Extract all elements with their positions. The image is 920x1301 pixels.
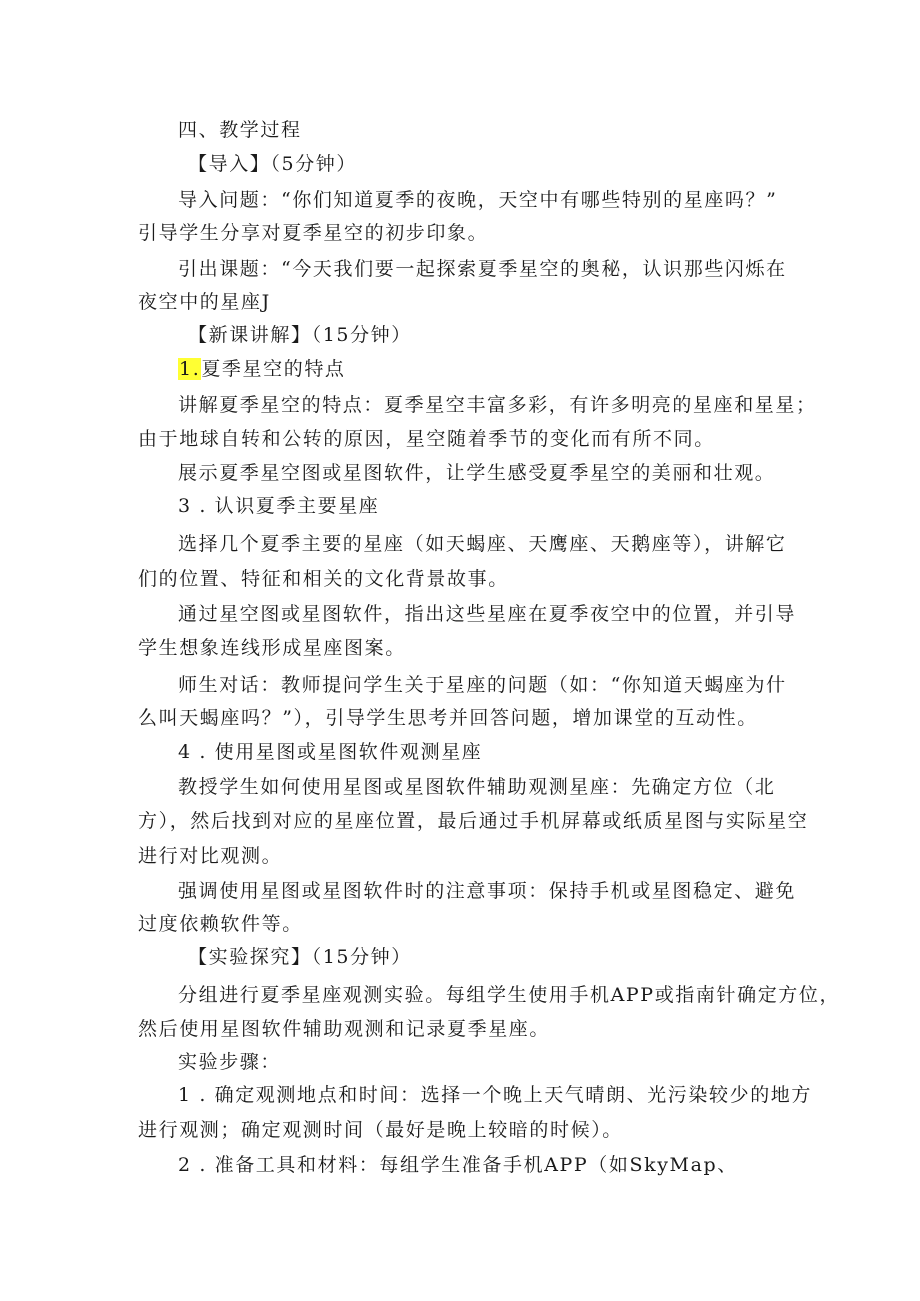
list-item-heading: 3 . 认识夏季主要星座 [178, 495, 380, 517]
paragraph-line: 进行对比观测。 [138, 845, 283, 867]
paragraph-line: 选择几个夏季主要的星座（如天蝎座、天鹰座、天鹅座等），讲解它 [178, 533, 787, 555]
paragraph-line: 实验步骤： [178, 1051, 282, 1073]
paragraph-line: 引出课题：“今天我们要一起探索夏季星空的奥秘，认识那些闪烁在 [178, 258, 787, 280]
paragraph-line: 夜空中的星座J [138, 291, 271, 313]
paragraph-line: 们的位置、特征和相关的文化背景故事。 [138, 568, 509, 590]
highlighted-number: 1. [179, 358, 201, 380]
paragraph-line: 由于地球自转和公转的原因，星空随着季节的变化而有所不同。 [138, 428, 715, 450]
subheading-new-lesson: 【新课讲解】（15分钟） [188, 324, 412, 346]
paragraph-line: 强调使用星图或星图软件时的注意事项：保持手机或星图稳定、避免 [178, 880, 797, 902]
paragraph-line: 教授学生如何使用星图或星图软件辅助观测星座：先确定方位（北 [178, 776, 776, 798]
list-item-heading: 4 . 使用星图或星图软件观测星座 [178, 741, 483, 763]
list-item-heading: 2 . 准备工具和材料：每组学生准备手机APP（如SkyMap、 [178, 1154, 738, 1176]
paragraph-line: 导入问题：“你们知道夏季的夜晚，天空中有哪些特别的星座吗？” [178, 189, 778, 211]
list-item-heading [178, 356, 346, 382]
paragraph-line: 过度依赖软件等。 [138, 913, 303, 935]
paragraph-line: 展示夏季星空图或星图软件，让学生感受夏季星空的美丽和壮观。 [178, 462, 776, 484]
paragraph-line: 通过星空图或星图软件，指出这些星座在夏季夜空中的位置，并引导 [178, 603, 797, 625]
paragraph-line: 方），然后找到对应的星座位置，最后通过手机屏幕或纸质星图与实际星空 [138, 810, 809, 832]
section-heading: 四、教学过程 [178, 119, 302, 141]
paragraph-line: 师生对话：教师提问学生关于星座的问题（如：“你知道天蝎座为什 [178, 674, 787, 696]
subheading-intro: 【导入】（5分钟） [188, 153, 357, 175]
paragraph-line: 么叫天蝎座吗？”），引导学生思考并回答问题，增加课堂的互动性。 [138, 707, 758, 729]
list-item-title: 夏季星空的特点 [201, 358, 346, 380]
subheading-experiment: 【实验探究】（15分钟） [188, 946, 412, 968]
paragraph-line: 学生想象连线形成星座图案。 [138, 637, 406, 659]
paragraph-line: 引导学生分享对夏季星空的初步印象。 [138, 222, 489, 244]
paragraph-line: 然后使用星图软件辅助观测和记录夏季星座。 [138, 1018, 551, 1040]
list-item-heading: 1 . 确定观测地点和时间：选择一个晚上天气晴朗、光污染较少的地方 [178, 1084, 813, 1106]
paragraph-line: 讲解夏季星空的特点：夏季星空丰富多彩，有许多明亮的星座和星星； [178, 394, 817, 416]
paragraph-line: 分组进行夏季星座观测实验。每组学生使用手机APP或指南针确定方位， [178, 984, 841, 1006]
paragraph-line: 进行观测；确定观测时间（最好是晚上较暗的时候）。 [138, 1119, 623, 1141]
